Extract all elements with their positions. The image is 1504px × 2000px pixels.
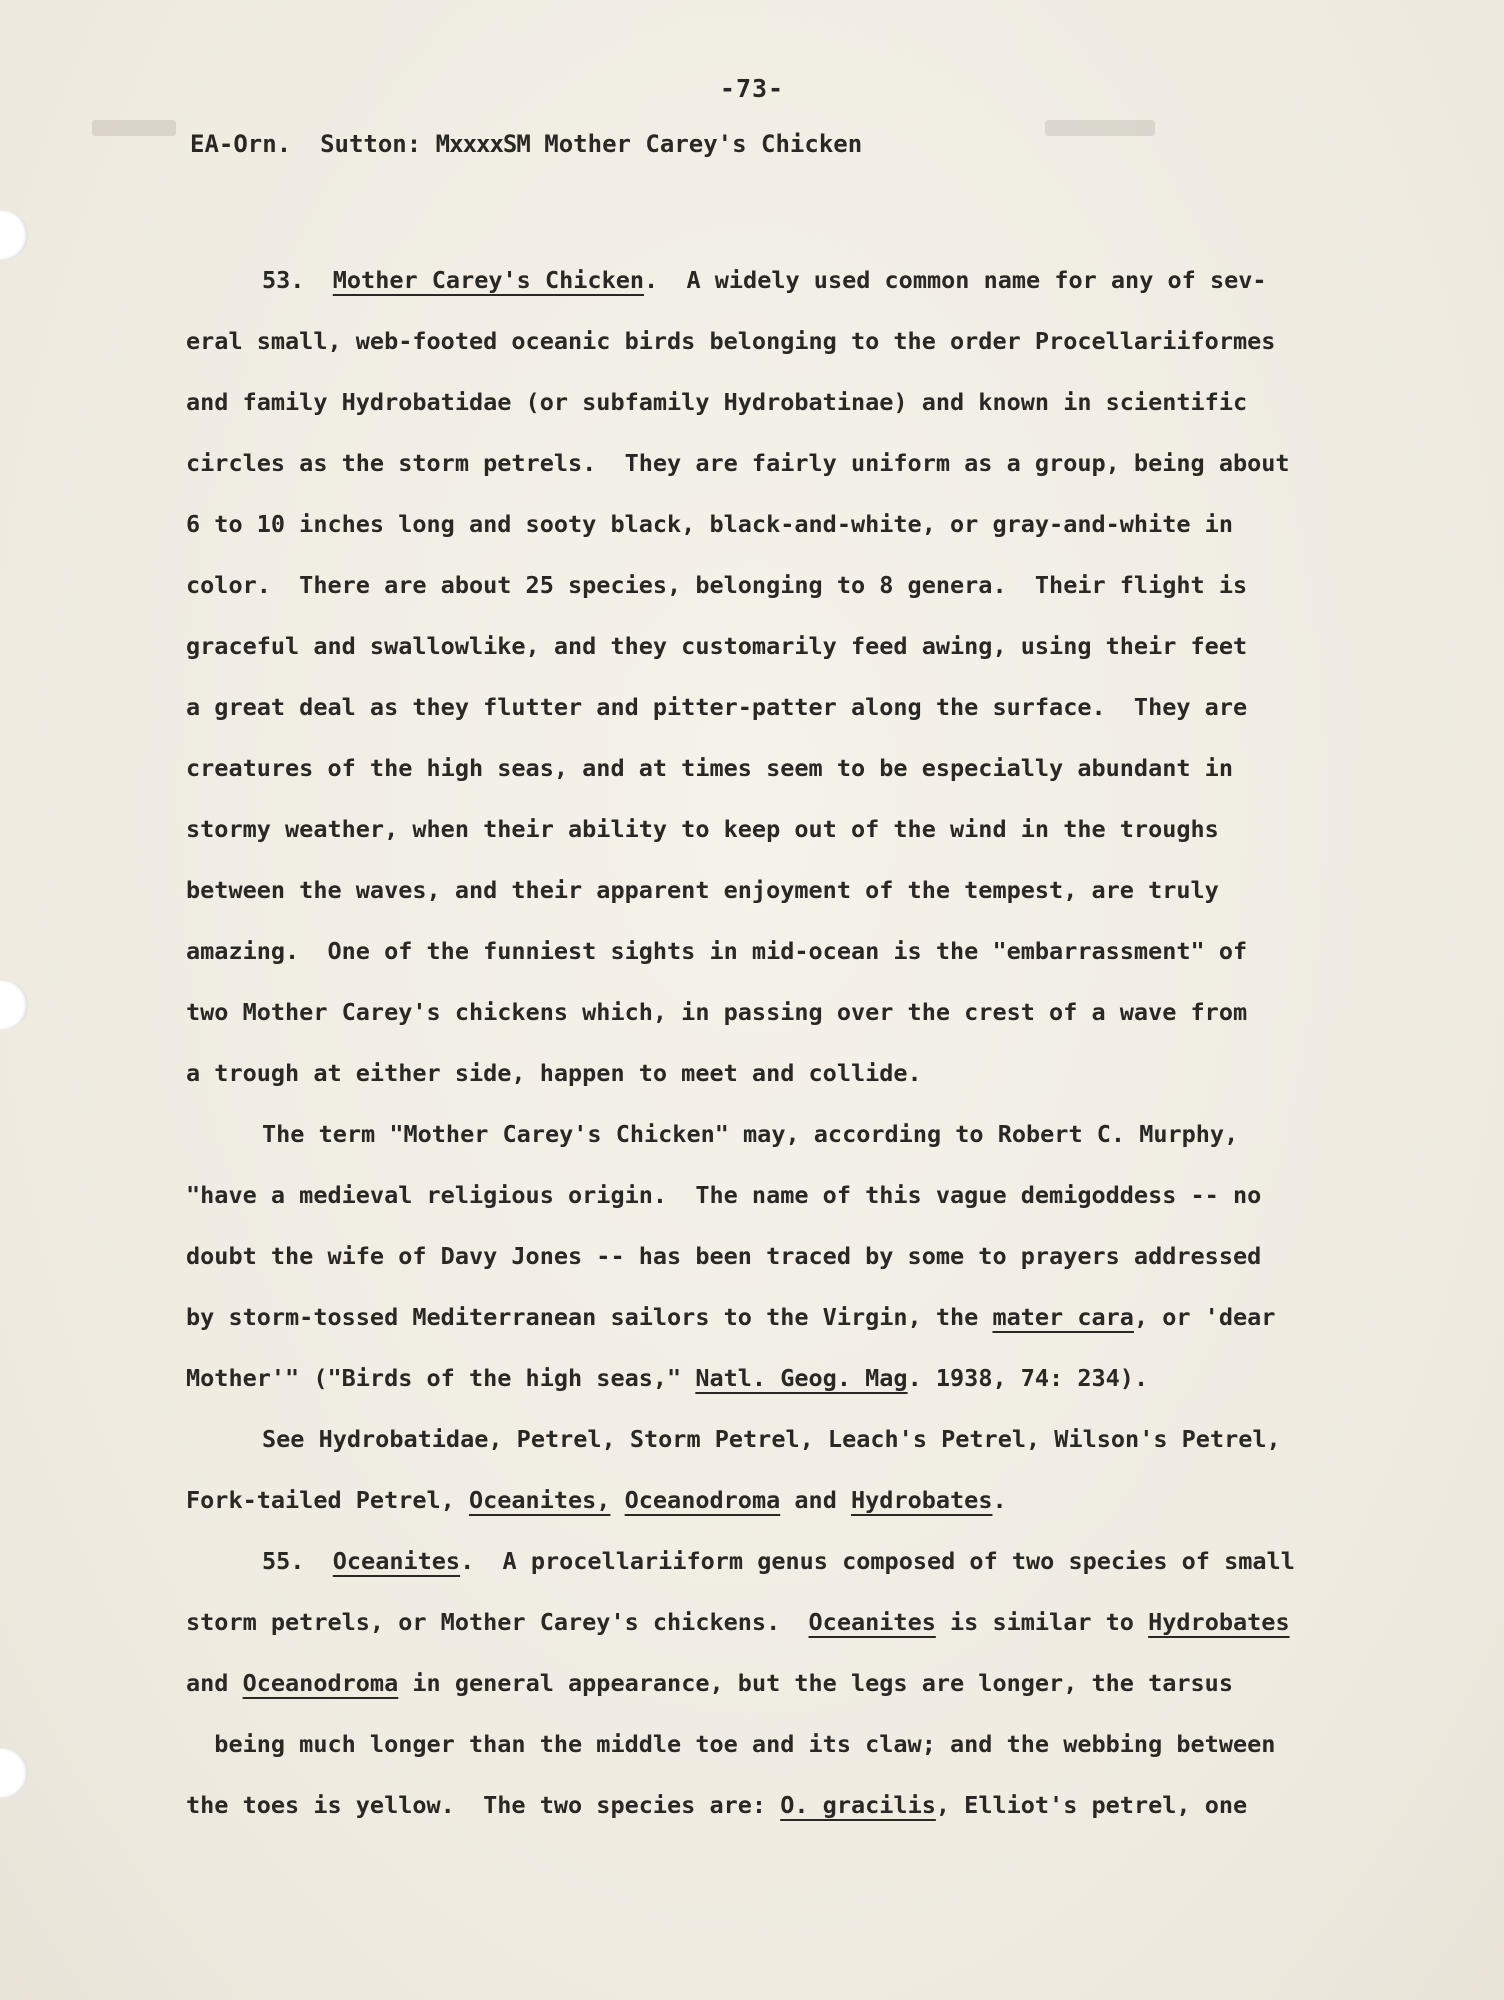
header-author: Sutton: <box>320 130 422 158</box>
text-segment: See Hydrobatidae, Petrel, Storm Petrel, Leach's Petrel, Wilson's Petrel, <box>262 1425 1281 1453</box>
binder-hole <box>0 210 28 260</box>
text-line <box>186 616 1396 677</box>
binder-hole <box>0 980 28 1030</box>
document-body <box>186 250 1396 1836</box>
page-number: -73- <box>719 74 785 103</box>
text-segment: between the waves, and their apparent enjoyment of the tempest, are truly <box>186 876 1219 904</box>
text-segment: and <box>186 1669 243 1697</box>
text-segment <box>610 1486 624 1514</box>
text-line <box>186 799 1396 860</box>
text-segment: 55. <box>262 1547 333 1575</box>
header-prefix: EA-Orn. <box>190 130 292 158</box>
text-segment: . A widely used common name for any of sev- <box>644 266 1267 294</box>
text-segment: Mother'" ("Birds of the high seas," <box>186 1364 696 1392</box>
text-segment: a great deal as they flutter and pitter-patter along the surface. They are <box>186 693 1248 721</box>
text-segment: eral small, web-footed oceanic birds belonging to the order Procellariiformes <box>186 327 1276 355</box>
text-segment: 6 to 10 inches long and sooty black, black-and-white, or gray-and-white in <box>186 510 1233 538</box>
text-segment: storm petrels, or Mother Carey's chickens. <box>186 1608 809 1636</box>
underlined-term: Mother Carey's Chicken <box>332 266 645 294</box>
text-line <box>186 1043 1396 1104</box>
text-line <box>186 433 1396 494</box>
text-segment: "have a medieval religious origin. The name of this vague demigoddess -- no <box>186 1181 1262 1209</box>
text-segment: amazing. One of the funniest sights in mid-ocean is the "embarrassment" of <box>186 937 1248 965</box>
smudge-mark <box>1045 120 1155 136</box>
text-line <box>186 372 1396 433</box>
paragraph <box>186 1104 1396 1409</box>
text-segment: doubt the wife of Davy Jones -- has been traced by some to prayers addressed <box>186 1242 1262 1270</box>
text-line <box>186 555 1396 616</box>
text-segment: creatures of the high seas, and at times seem to be especially abundant in <box>186 754 1233 782</box>
text-segment: . 1938, 74: 234). <box>907 1364 1149 1392</box>
text-line <box>186 982 1396 1043</box>
underlined-term: Hydrobates <box>1148 1608 1290 1636</box>
binder-hole <box>0 1748 28 1798</box>
paragraph <box>186 1409 1396 1531</box>
paragraph <box>186 250 1396 1104</box>
text-line <box>186 1348 1396 1409</box>
text-segment: 53. <box>262 266 333 294</box>
text-segment: stormy weather, when their ability to keep out of the wind in the troughs <box>186 815 1219 843</box>
text-line <box>186 1104 1396 1165</box>
text-segment: circles as the storm petrels. They are fairly uniform as a group, being about <box>186 449 1290 477</box>
text-line <box>186 738 1396 799</box>
text-segment: . <box>992 1486 1007 1514</box>
text-line <box>186 1775 1396 1836</box>
text-line <box>186 1226 1396 1287</box>
text-line <box>186 1409 1396 1470</box>
text-line <box>186 921 1396 982</box>
text-line <box>186 677 1396 738</box>
underlined-term: Oceanodroma <box>624 1486 781 1514</box>
underlined-term: Oceanites, <box>468 1486 611 1514</box>
text-segment: by storm-tossed Mediterranean sailors to the Virgin, the <box>186 1303 993 1331</box>
text-segment: is similar to <box>935 1608 1149 1636</box>
text-segment: the toes is yellow. The two species are: <box>186 1791 781 1819</box>
text-line <box>186 1470 1396 1531</box>
text-line <box>186 494 1396 555</box>
text-segment: a trough at either side, happen to meet and collide. <box>186 1059 922 1087</box>
text-line <box>186 1287 1396 1348</box>
underlined-term: Oceanodroma <box>242 1669 399 1697</box>
text-line <box>186 1165 1396 1226</box>
underlined-term: mater cara <box>992 1303 1134 1331</box>
underlined-term: Oceanites <box>808 1608 936 1636</box>
text-segment: and family Hydrobatidae (or subfamily Hydrobatinae) and known in scientific <box>186 388 1248 416</box>
struck-text: MxxxxSM <box>435 130 530 158</box>
text-line <box>186 250 1396 311</box>
text-segment: color. There are about 25 species, belonging to 8 genera. Their flight is <box>186 571 1248 599</box>
text-segment: , or 'dear <box>1133 1303 1276 1331</box>
underlined-term: Oceanites <box>332 1547 461 1575</box>
underlined-term: Natl. Geog. Mag <box>695 1364 908 1392</box>
text-line <box>186 1592 1396 1653</box>
text-segment: graceful and swallowlike, and they customarily feed awing, using their feet <box>186 632 1248 660</box>
underlined-term: O. gracilis <box>780 1791 936 1819</box>
header-title: Mother Carey's Chicken <box>544 130 863 158</box>
paragraph <box>186 1531 1396 1836</box>
text-line <box>186 311 1396 372</box>
text-segment: and <box>780 1486 851 1514</box>
text-segment: in general appearance, but the legs are longer, the tarsus <box>398 1669 1233 1697</box>
text-line <box>186 1531 1396 1592</box>
text-segment: two Mother Carey's chickens which, in passing over the crest of a wave from <box>186 998 1248 1026</box>
text-segment: being much longer than the middle toe and its claw; and the webbing between <box>186 1730 1276 1758</box>
text-segment: . A procellariiform genus composed of two species of small <box>460 1547 1295 1575</box>
text-line <box>186 1714 1396 1775</box>
document-header <box>190 130 862 158</box>
text-segment: , Elliot's petrel, one <box>935 1791 1248 1819</box>
text-line <box>186 860 1396 921</box>
text-segment: Fork-tailed Petrel, <box>186 1486 469 1514</box>
text-line <box>186 1653 1396 1714</box>
text-segment: The term "Mother Carey's Chicken" may, according to Robert C. Murphy, <box>262 1120 1239 1148</box>
underlined-term: Hydrobates <box>851 1486 993 1514</box>
smudge-mark <box>92 120 176 136</box>
